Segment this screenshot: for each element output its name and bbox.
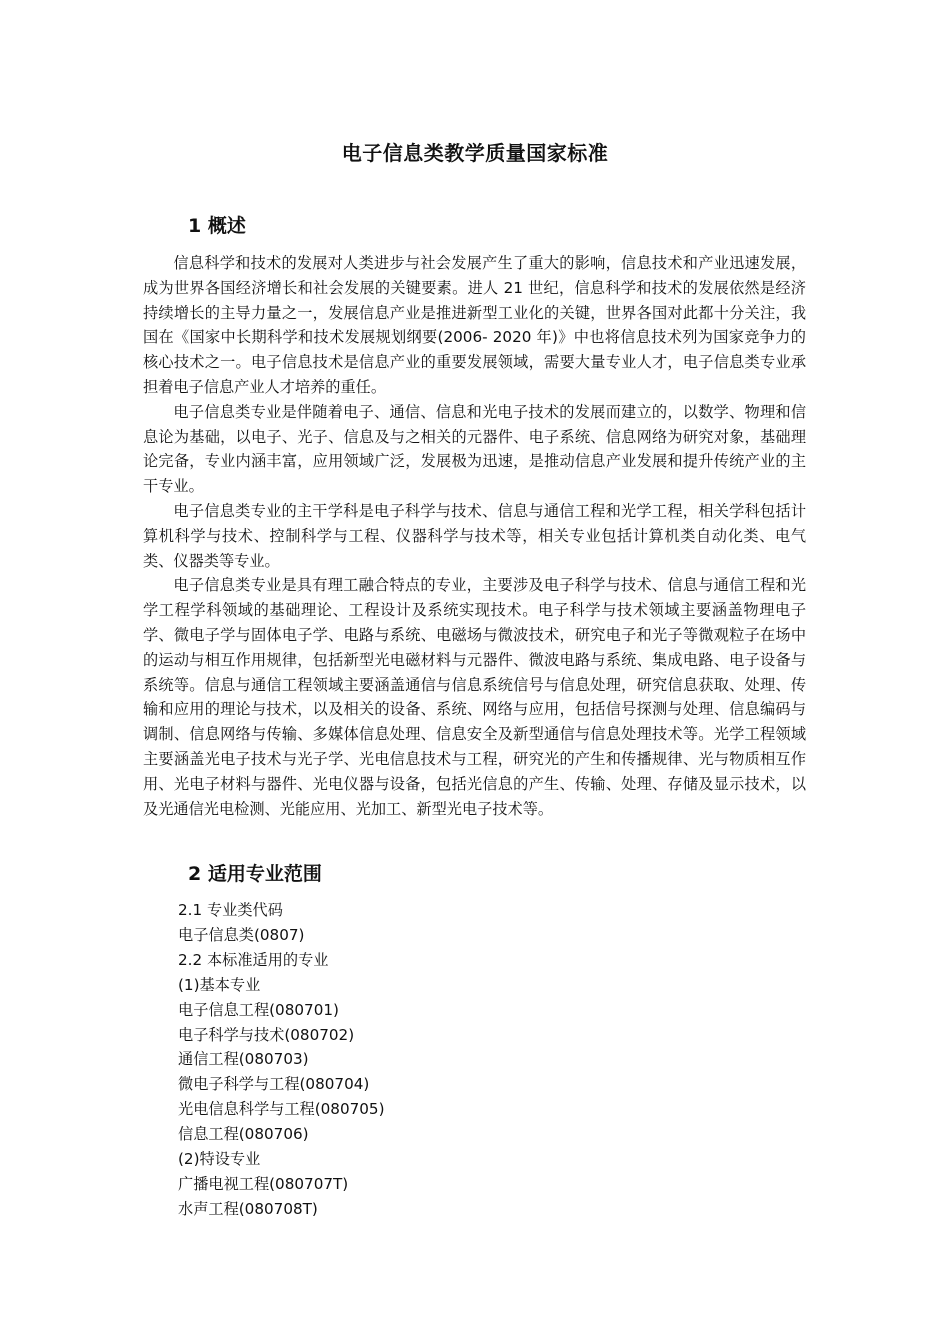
list-item: 水声工程(080708T) [178,1199,318,1218]
list-item: 电子信息类(0807) [178,925,305,944]
list-item: 电子科学与技术(080702) [178,1025,355,1044]
major-list [178,898,778,1222]
list-group-label: (1)基本专业 [178,975,261,994]
list-item: 通信工程(080703) [178,1050,309,1069]
paragraph: 电子信息类专业的主干学科是电子科学与技术、信息与通信工程和光学工程，相关学科包括计算机科学与技术、控制科学与工程、仪器科学与技术等，相关专业包括计算机类自动化类、电气类、仪器类等专业。 [143,501,806,570]
paragraph: 电子信息类专业是伴随着电子、通信、信息和光电子技术的发展而建立的，以数学、物理和信息论为基础，以电子、光子、信息及与之相关的元器件、电子系统、信息网络为研究对象，基础理论完备，专业内涵丰富，应用领域广泛，发展极为迅速，是推动信息产业发展和提升传统产业的主干专业。 [143,402,806,496]
subsection-heading: 2.2 本标准适用的专业 [178,950,329,969]
paragraph: 电子信息类专业是具有理工融合特点的专业，主要涉及电子科学与技术、信息与通信工程和光学工程学科领域的基础理论、工程设计及系统实现技术。电子科学与技术领域主要涵盖物理电子学、微电子学与固体电子学、电路与系统、电磁场与微波技术，研究电子和光子等微观粒子在场中的运动与相互作用规律，包括新型光电磁材料与元器件、微波电路与系统、集成电路、电子设备与系统等。信息与通信工程领域主要涵盖通信与信息系统信号与信息处理，研究信息获取、处理、传输和应用的理论与技术，以及相关的设备、系统、网络与应用，包括信号探测与处理、信息编码与调制、信息网络与传输、多媒体信息处理、信息安全及新型通信与信息处理技术等。光学工程领域主要涵盖光电子技术与光子学、光电信息技术与工程，研究光的产生和传播规律、光与物质相互作用、光电子材料与器件、光电仪器与设备，包括光信息的产生、传输、处理、存储及显示技术，以及光通信光电检测、光能应用、光加工、新型光电子技术等。 [143,576,806,818]
list-item: 广播电视工程(080707T) [178,1174,349,1193]
document-title: 电子信息类教学质量国家标准 [341,141,609,165]
section-heading-overview: 1 概述 [188,215,246,237]
list-item: 信息工程(080706) [178,1125,309,1144]
list-group-label: (2)特设专业 [178,1150,261,1169]
overview-body [143,251,806,821]
list-item: 微电子科学与工程(080704) [178,1075,370,1094]
list-item: 电子信息工程(080701) [178,1000,339,1019]
subsection-heading: 2.1 专业类代码 [178,901,283,919]
list-item: 光电信息科学与工程(080705) [178,1100,385,1119]
paragraph: 信息科学和技术的发展对人类进步与社会发展产生了重大的影响，信息技术和产业迅速发展，成为世界各国经济增长和社会发展的关键要素。进人 21 世纪，信息科学和技术的发展依然是经济持续增长的主导力量之一，发展信息产业是推进新型工业化的关键，世界各国对此都十分关注，我国在《国家中长期科学和技术发展规划纲要(2006- 2020 年)》中也将信息技术列为国家竞争力的核心技术之一。电子信息技术是信息产业的重要发展领域，需要大量专业人才，电子信息类专业承担着电子信息产业人才培养的重任。 [143,254,806,396]
section-heading-scope: 2 适用专业范围 [188,863,322,885]
